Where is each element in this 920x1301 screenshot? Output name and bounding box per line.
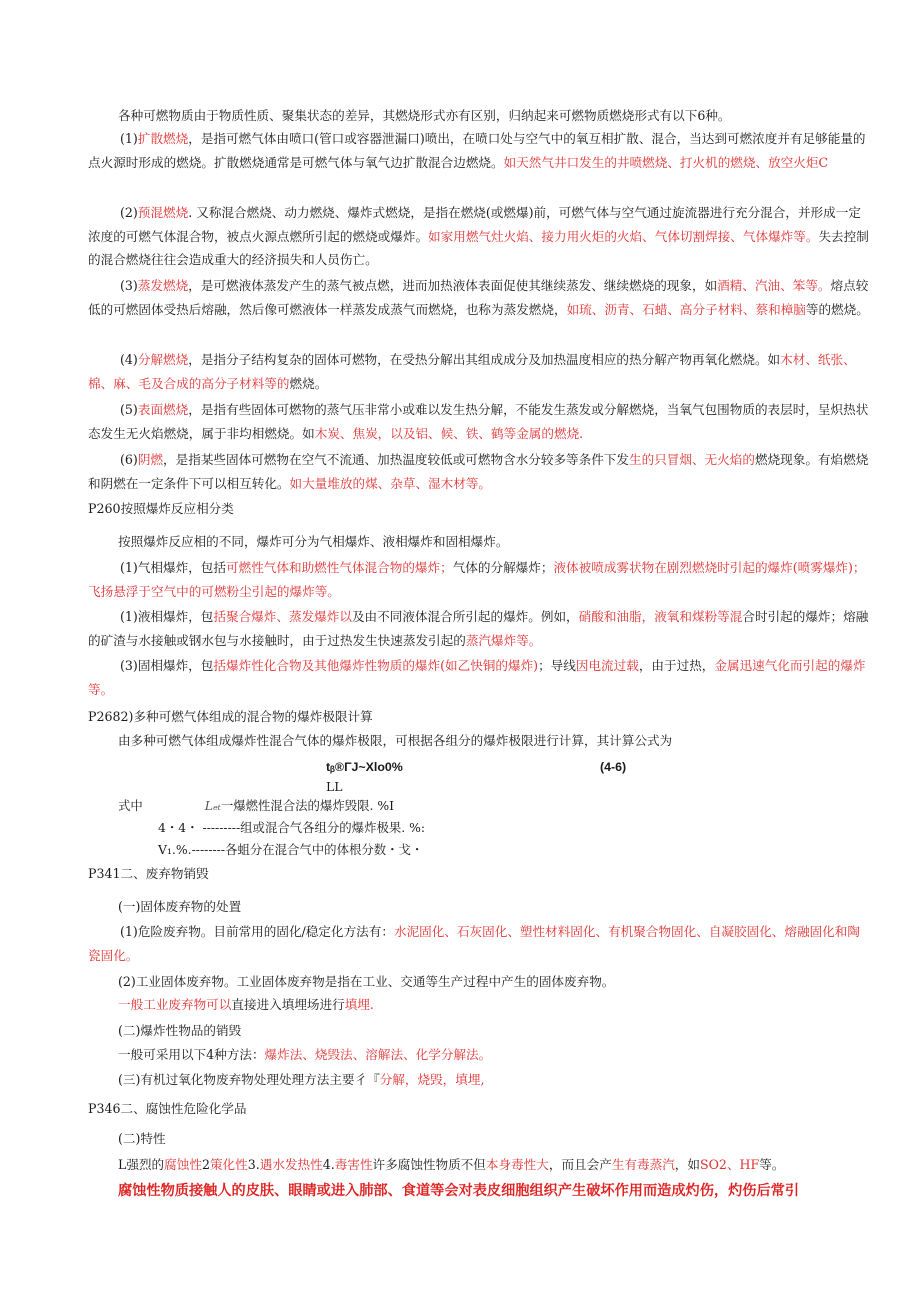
definition-text: 合时引起的爆炸；熔融的矿渣与水接触或钢水包与水接触时，由于过热发生快速蒸发引起的 bbox=[88, 609, 869, 648]
note-text: 失去控制的混合燃烧往往会造成重大的经济损失和人员伤亡。 bbox=[88, 228, 869, 267]
definition-text: (1)危险废弃物。目前常用的固化/稳定化方法有： bbox=[120, 924, 394, 939]
definition-text: 等。 bbox=[759, 1157, 785, 1172]
paragraph-premixed-combustion bbox=[88, 201, 870, 272]
item-number: (5) bbox=[120, 402, 138, 417]
definition-text: 一般可采用以下4种方法： bbox=[118, 1047, 265, 1062]
term-decomposition-combustion: 分解燃烧 bbox=[137, 352, 189, 367]
definition-text: 燃烧。 bbox=[289, 375, 328, 391]
definition-text: ，是指分子结构复杂的固体可燃物，在受热分解出其组成成分及加热温度相应的热分解产物再氧化燃烧。如 bbox=[188, 352, 781, 367]
paragraph-intro: 各种可燃物质由于物质性质、聚集状态的差异，其燃烧形式亦有区别，归纳起来可燃物质燃烧形式有以下6种。 bbox=[118, 108, 731, 123]
example-text: 分解，烧毁，填埋, bbox=[379, 1072, 485, 1087]
example-text: 因电流过载 bbox=[575, 658, 639, 673]
definition-text: ，是可燃液体蒸发产生的蒸气被点燃，进而加热液体表面促使其继续蒸发、继续燃烧的现象，如 bbox=[188, 278, 718, 293]
bold-warning-text: 腐蚀性物质接触人的皮肤、眼睛或进入肺部、食道等会对表皮细胞组织产生破坏作用而造成灼伤，灼伤后常引 bbox=[118, 1183, 800, 1199]
paragraph-explosion-phase-intro: 按照爆炸反应相的不同，爆炸可分为气相爆炸、液相爆炸和固相爆炸。 bbox=[118, 534, 509, 549]
term-smoldering: 阴燃 bbox=[137, 452, 164, 467]
term-evaporation-combustion: 蒸发燃烧 bbox=[137, 278, 189, 293]
paragraph-decomposition-combustion bbox=[88, 348, 870, 395]
definition-text: 4. bbox=[322, 1157, 335, 1172]
definition-text: ，是指有些固体可燃物的蒸气压非常小或难以发生热分解，不能发生蒸发或分解燃烧，当氧气包围物质的表层时，呈炽热状态发生无火焰燃烧，属于非均相燃烧。如 bbox=[88, 402, 869, 441]
definition-text: 等的燃烧。 bbox=[805, 301, 869, 317]
definition-text: 及由不同液体混合所引起的爆炸。例如， bbox=[351, 609, 579, 624]
paragraph-liquid-phase-explosion bbox=[88, 605, 870, 652]
item-number: (3) bbox=[120, 278, 138, 293]
definition-text: 燃烧现象。有焰燃烧和阴燃在一定条件下可以相互转化。 bbox=[88, 452, 869, 491]
term-surface-combustion: 表面燃烧 bbox=[137, 402, 189, 417]
formula-expression: tᵦ®ΓJ~Xlo0% bbox=[326, 760, 403, 774]
example-text: 爆炸法、烧毁法、溶解法、化学分解法。 bbox=[264, 1047, 492, 1062]
example-text: 生的只冒烟、无火焰的 bbox=[629, 452, 755, 467]
definition-text: . 又称混合燃烧、动力燃烧、爆炸式燃烧，是指在燃烧(或燃爆)前，可燃气体与空气通过旋流器进行充分混合，并形成一定浓度的可燃气体混合物，被点火源点燃所引起的燃烧或爆炸。 bbox=[88, 205, 861, 244]
definition-text: 2 bbox=[201, 1157, 210, 1172]
definition-text: L强烈的 bbox=[118, 1157, 165, 1172]
definition-text: 熔点较低的可燃固体受热后熔融，然后像可燃液体一样蒸发成蒸气而燃烧，也称为蒸发燃烧， bbox=[88, 278, 869, 317]
definition-text: (3)固相爆炸，包 bbox=[120, 658, 214, 673]
example-text: 策化性 bbox=[209, 1157, 248, 1172]
definition-text: ，是指某些固体可燃物在空气不流通、加热温度较低或可燃物含水分较多等条件下发 bbox=[163, 452, 629, 467]
example-text: 如天然气井口发生的井喷燃烧、打火机的燃烧、放空火炬C bbox=[503, 154, 829, 170]
term-premixed-combustion: 预混燃烧 bbox=[137, 205, 189, 220]
definition-line-3: V₁.%.--------各蛆分在混合气中的体根分数・戈・ bbox=[158, 842, 424, 857]
example-text: SO2、HF bbox=[699, 1157, 760, 1172]
example-text: 金属迅速气化而引起的爆炸等。 bbox=[88, 658, 866, 697]
definition-text: ；导线 bbox=[538, 658, 576, 673]
example-text: 括爆炸性化合物及其他爆炸性物质的爆炸(如乙快铜的爆炸) bbox=[213, 658, 539, 673]
definition-text: ，而且会产 bbox=[548, 1157, 612, 1172]
definition-text: 直接进入填埋场进行 bbox=[231, 997, 345, 1012]
paragraph-surface-combustion bbox=[88, 398, 870, 445]
example-text: 本身毒性大 bbox=[485, 1157, 549, 1172]
example-text: 如大量堆放的煤、杂草、湿木材等。 bbox=[289, 475, 491, 491]
example-text: 蒸汽爆炸等。 bbox=[465, 632, 542, 648]
paragraph-solid-phase-explosion bbox=[88, 654, 870, 701]
example-text: 木炭、焦炭，以及铝、候、铁、鹤等金属的燃烧. bbox=[314, 425, 584, 441]
example-text: 液体被喷成雾状物在剧烈燃烧时引起的爆炸(喷雾爆炸)；飞扬悬浮于空气中的可燃粉尘引起的爆炸等。 bbox=[88, 560, 866, 599]
paragraph-gas-phase-explosion bbox=[88, 556, 870, 603]
paragraph-industrial-waste: (2)工业固体废弃物。工业固体废弃物是指在工业、交通等生产过程中产生的固体废弃物。 bbox=[118, 974, 615, 989]
paragraph-hazardous-waste bbox=[88, 920, 870, 967]
section-heading-p268: P2682)多种可燃气体组成的混合物的爆炸极限计算 bbox=[88, 709, 373, 724]
formula-number: (4-6) bbox=[600, 760, 627, 774]
definition-text: ，如 bbox=[674, 1157, 700, 1172]
definition-text: ，是指可燃气体由喷口(管口或容器泄漏口)喷出，在喷口处与空气中的氧互相扩散、混合，当达到可燃浓度并有足够能量的点火源时形成的燃烧。扩散燃烧通常是可燃气体与氧气边扩散混合边燃烧。 bbox=[88, 131, 866, 170]
term-diffusion-combustion: 扩散燃烧 bbox=[137, 131, 189, 146]
definition-text: (三)有机过氧化物废弃物处理处理方法主要彳『 bbox=[118, 1072, 380, 1087]
section-heading-p260: P260按照爆炸反应相分类 bbox=[88, 501, 234, 516]
paragraph-diffusion-combustion bbox=[88, 127, 870, 174]
subsection-characteristics: (二)特性 bbox=[118, 1131, 166, 1146]
paragraph-smoldering bbox=[88, 448, 870, 495]
example-text: 生有毒蒸汽 bbox=[611, 1157, 675, 1172]
example-text: 如琉、沥青、石蜡、高分子材料、蔡和樟脑 bbox=[566, 301, 806, 317]
definition-text: 许多腐蚀性物质不但 bbox=[372, 1157, 486, 1172]
item-number: (2) bbox=[120, 205, 138, 220]
example-text: 遇水发热性 bbox=[259, 1157, 323, 1172]
definition-line-1 bbox=[118, 796, 394, 816]
paragraph-evaporation-combustion bbox=[88, 274, 870, 321]
formula-denominator: LL bbox=[326, 779, 343, 794]
section-heading-p341: P341二、废弃物销毁 bbox=[88, 866, 209, 881]
paragraph-corrosive-properties bbox=[118, 1153, 870, 1177]
example-text: 木材、纸张、棉、麻、毛及合成的高分子材料等的 bbox=[88, 352, 856, 391]
paragraph-organic-peroxide bbox=[118, 1068, 870, 1092]
definition-text: (1)液相爆炸，包 bbox=[120, 609, 214, 624]
example-text: 可燃性气体和助燃性气体混合物的爆炸； bbox=[226, 560, 453, 575]
example-text: 括聚合爆炸、蒸发爆炸以 bbox=[213, 609, 352, 624]
subsection-explosive-destruction: (二)爆炸性物品的销毁 bbox=[118, 1023, 242, 1038]
paragraph-destruction-methods bbox=[118, 1043, 870, 1067]
item-number: (4) bbox=[120, 352, 138, 367]
section-heading-p346: P346二、腐蚀性危险化学品 bbox=[88, 1101, 247, 1116]
example-text: 硝酸和油脂，液氧和煤粉等混 bbox=[578, 609, 743, 624]
item-number: (1) bbox=[120, 131, 138, 146]
definition-text: 一爆燃性混合法的爆炸毁限. %I bbox=[220, 798, 395, 813]
definition-text: 气体的分解爆炸； bbox=[452, 560, 554, 575]
definition-label: 式中 bbox=[118, 798, 143, 813]
example-text: 腐蚀性 bbox=[164, 1157, 202, 1172]
paragraph-landfill bbox=[118, 993, 870, 1017]
definition-line-2: 4・4・ ---------组或混合气各组分的爆炸极果. %: bbox=[158, 820, 426, 835]
example-text: 填埋. bbox=[344, 997, 374, 1012]
paragraph-formula-intro: 由多种可燃气体组成爆炸性混合气体的爆炸极限，可根据各组分的爆炸极限进行计算，其计算公式为 bbox=[118, 733, 673, 748]
definition-text: (1)气相爆炸，包括 bbox=[120, 560, 226, 575]
example-text: 一般工业废弃物可以 bbox=[118, 997, 232, 1012]
example-text: 如家用燃气灶火焰、接力用火炬的火焰、气体切割焊接、气体爆炸等。 bbox=[428, 228, 819, 244]
definition-text: 3. bbox=[247, 1157, 260, 1172]
example-text: 水泥固化、石灰固化、塑性材料固化、有机聚合物固化、自凝胶固化、熔融固化和陶瓷固化。 bbox=[88, 924, 860, 963]
item-number: (6) bbox=[120, 452, 138, 467]
example-text: 酒精、汽油、笨等。 bbox=[717, 278, 831, 293]
symbol-lmix: Lₑₜ bbox=[204, 798, 221, 813]
example-text: 毒害性 bbox=[334, 1157, 373, 1172]
definition-text: ，由于过热， bbox=[638, 658, 715, 673]
subsection-solid-waste: (一)固体废弃物的处置 bbox=[118, 899, 242, 914]
